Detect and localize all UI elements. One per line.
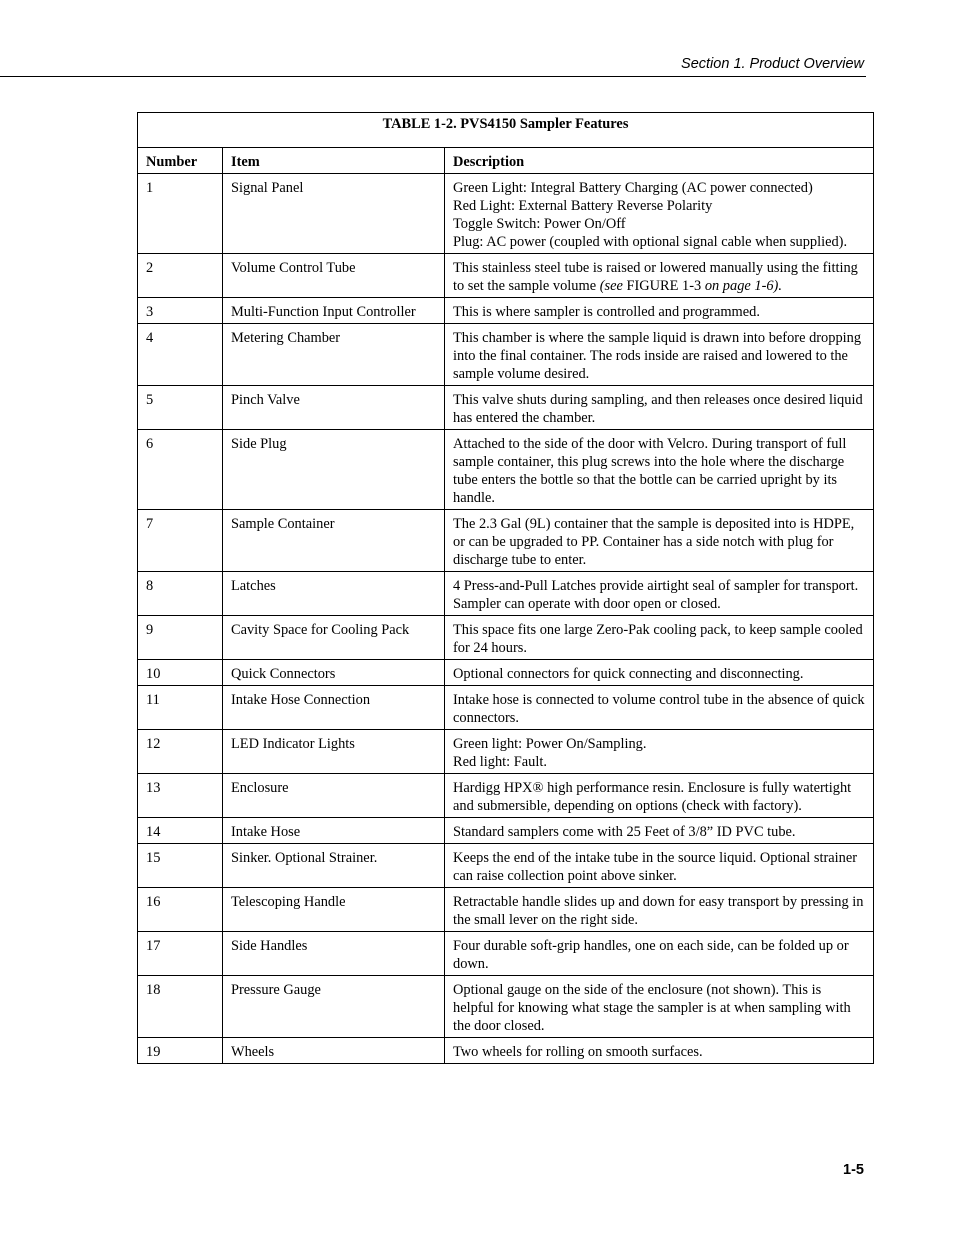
row-item: Signal Panel — [223, 174, 445, 254]
table-row — [138, 616, 874, 660]
row-number: 11 — [138, 686, 223, 730]
table-row — [138, 324, 874, 386]
row-item: Pressure Gauge — [223, 976, 445, 1038]
column-header-item: Item — [223, 148, 445, 174]
table-title-row — [138, 113, 874, 148]
row-number: 1 — [138, 174, 223, 254]
description-line: Green light: Power On/Sampling. — [453, 736, 647, 752]
description-line: Red light: Fault. — [453, 754, 547, 770]
row-description: Intake hose is connected to volume control tube in the absence of quick connectors. — [445, 686, 874, 730]
table-row — [138, 254, 874, 298]
row-description: 4 Press-and-Pull Latches provide airtight seal of sampler for transport. Sampler can operate with door open or closed. — [445, 572, 874, 616]
row-item: Quick Connectors — [223, 660, 445, 686]
page-reference: on page 1-6). — [704, 278, 782, 294]
row-item: Sinker. Optional Strainer. — [223, 844, 445, 888]
row-number: 18 — [138, 976, 223, 1038]
table-row — [138, 510, 874, 572]
row-number: 5 — [138, 386, 223, 430]
row-number: 17 — [138, 932, 223, 976]
column-header-number: Number — [138, 148, 223, 174]
description-text: This stainless steel tube is raised or lowered manually using the fitting to set the sample volume — [453, 260, 858, 294]
header-divider — [0, 76, 866, 77]
row-description — [445, 174, 874, 254]
row-description: This space fits one large Zero-Pak cooling pack, to keep sample cooled for 24 hours. — [445, 616, 874, 660]
see-reference: (see — [599, 278, 623, 294]
row-number: 10 — [138, 660, 223, 686]
row-number: 6 — [138, 430, 223, 510]
row-number: 8 — [138, 572, 223, 616]
row-number: 12 — [138, 730, 223, 774]
row-number: 4 — [138, 324, 223, 386]
row-description: This chamber is where the sample liquid is drawn into before dropping into the final container. The rods inside are raised and lowered to the sample volume desired. — [445, 324, 874, 386]
row-item: Side Plug — [223, 430, 445, 510]
row-item: Cavity Space for Cooling Pack — [223, 616, 445, 660]
row-number: 19 — [138, 1038, 223, 1064]
page-number: 1-5 — [843, 1162, 864, 1178]
table-row — [138, 844, 874, 888]
row-number: 7 — [138, 510, 223, 572]
row-description — [445, 254, 874, 298]
row-description: Attached to the side of the door with Velcro. During transport of full sample container, this plug screws into the hole where the discharge tube enters the bottle so that the bottle can be carried upright by its handle. — [445, 430, 874, 510]
table-row — [138, 686, 874, 730]
row-description: Optional connectors for quick connecting and disconnecting. — [445, 660, 874, 686]
table-title: TABLE 1-2. PVS4150 Sampler Features — [138, 113, 874, 148]
row-item: Wheels — [223, 1038, 445, 1064]
table-row — [138, 730, 874, 774]
figure-reference: FIGURE 1-3 — [622, 278, 705, 294]
table-row — [138, 660, 874, 686]
table-row — [138, 572, 874, 616]
table-row — [138, 386, 874, 430]
section-header: Section 1. Product Overview — [681, 56, 864, 72]
table-header-row — [138, 148, 874, 174]
row-description: Hardigg HPX® high performance resin. Enclosure is fully watertight and submersible, depending on options (check with factory). — [445, 774, 874, 818]
row-item: Enclosure — [223, 774, 445, 818]
row-number: 16 — [138, 888, 223, 932]
table-row — [138, 774, 874, 818]
row-item: Side Handles — [223, 932, 445, 976]
row-item: Sample Container — [223, 510, 445, 572]
row-description — [445, 730, 874, 774]
row-description: This valve shuts during sampling, and then releases once desired liquid has entered the chamber. — [445, 386, 874, 430]
features-table — [137, 112, 874, 1064]
row-description: This is where sampler is controlled and programmed. — [445, 298, 874, 324]
description-line: Red Light: External Battery Reverse Polarity — [453, 198, 713, 214]
table-row — [138, 976, 874, 1038]
description-line: Toggle Switch: Power On/Off — [453, 216, 626, 232]
row-number: 15 — [138, 844, 223, 888]
row-item: Multi-Function Input Controller — [223, 298, 445, 324]
table-row — [138, 932, 874, 976]
row-number: 13 — [138, 774, 223, 818]
row-description: Two wheels for rolling on smooth surfaces. — [445, 1038, 874, 1064]
row-description: Retractable handle slides up and down for easy transport by pressing in the small lever on the right side. — [445, 888, 874, 932]
row-description: The 2.3 Gal (9L) container that the sample is deposited into is HDPE, or can be upgraded to PP. Container has a side notch with plug for discharge tube to enter. — [445, 510, 874, 572]
table-row — [138, 888, 874, 932]
row-item: Intake Hose Connection — [223, 686, 445, 730]
row-item: Intake Hose — [223, 818, 445, 844]
row-description: Standard samplers come with 25 Feet of 3/8” ID PVC tube. — [445, 818, 874, 844]
row-item: Pinch Valve — [223, 386, 445, 430]
row-description: Four durable soft-grip handles, one on each side, can be folded up or down. — [445, 932, 874, 976]
row-item: LED Indicator Lights — [223, 730, 445, 774]
row-item: Latches — [223, 572, 445, 616]
column-header-description: Description — [445, 148, 874, 174]
row-number: 3 — [138, 298, 223, 324]
row-number: 14 — [138, 818, 223, 844]
table-row — [138, 430, 874, 510]
description-line: Plug: AC power (coupled with optional signal cable when supplied). — [453, 234, 848, 250]
table-row — [138, 174, 874, 254]
row-item: Telescoping Handle — [223, 888, 445, 932]
description-line: Green Light: Integral Battery Charging (AC power connected) — [453, 180, 813, 196]
row-description: Optional gauge on the side of the enclosure (not shown). This is helpful for knowing what stage the sampler is at when sampling with the door closed. — [445, 976, 874, 1038]
row-item: Volume Control Tube — [223, 254, 445, 298]
table-row — [138, 818, 874, 844]
row-number: 2 — [138, 254, 223, 298]
table-row — [138, 1038, 874, 1064]
row-item: Metering Chamber — [223, 324, 445, 386]
row-number: 9 — [138, 616, 223, 660]
row-description: Keeps the end of the intake tube in the source liquid. Optional strainer can raise collection point above sinker. — [445, 844, 874, 888]
table-row — [138, 298, 874, 324]
table-body — [138, 174, 874, 1064]
